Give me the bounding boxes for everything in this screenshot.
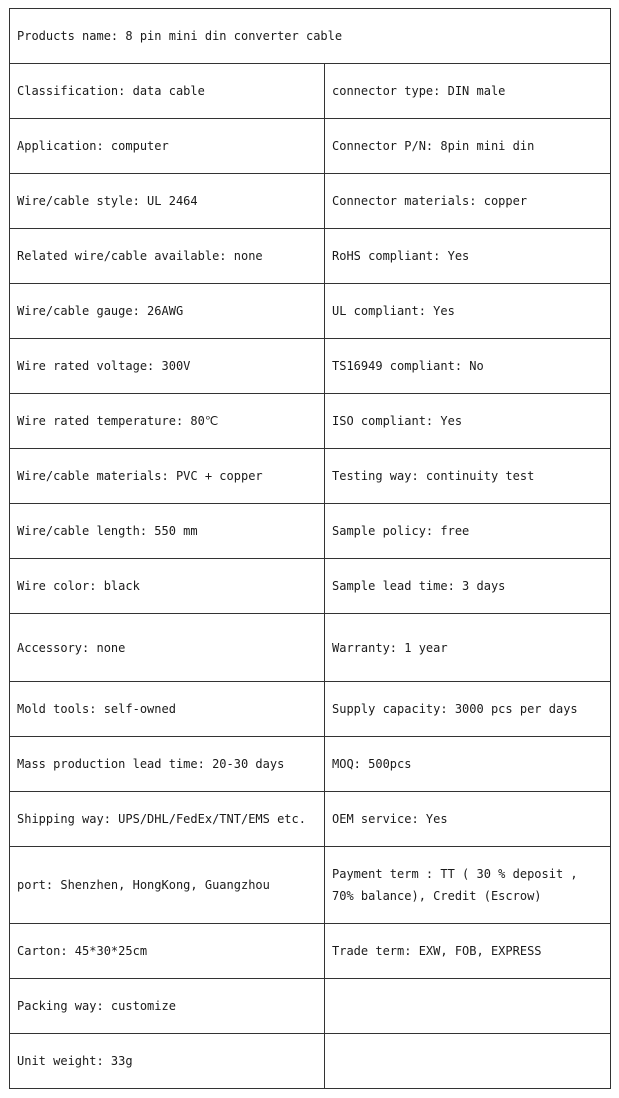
spec-cell-left: Application: computer bbox=[10, 119, 325, 174]
spec-cell-right: OEM service: Yes bbox=[325, 792, 611, 847]
spec-cell-left: Classification: data cable bbox=[10, 64, 325, 119]
table-row bbox=[10, 229, 611, 284]
spec-cell-right bbox=[325, 979, 611, 1034]
spec-cell-right: Connector materials: copper bbox=[325, 174, 611, 229]
table-row bbox=[10, 339, 611, 394]
table-row bbox=[10, 979, 611, 1034]
spec-cell-left: Accessory: none bbox=[10, 614, 325, 682]
table-row bbox=[10, 284, 611, 339]
spec-cell-left: Mold tools: self-owned bbox=[10, 682, 325, 737]
table-row bbox=[10, 449, 611, 504]
spec-cell-left: port: Shenzhen, HongKong, Guangzhou bbox=[10, 847, 325, 924]
spec-cell-left: Wire/cable materials: PVC + copper bbox=[10, 449, 325, 504]
spec-cell-left: Wire rated temperature: 80℃ bbox=[10, 394, 325, 449]
table-row bbox=[10, 559, 611, 614]
spec-cell-right: Payment term : TT ( 30 % deposit , 70% balance), Credit (Escrow) bbox=[325, 847, 611, 924]
table-row bbox=[10, 174, 611, 229]
table-row bbox=[10, 394, 611, 449]
spec-cell-left: Carton: 45*30*25cm bbox=[10, 924, 325, 979]
spec-cell-right: Connector P/N: 8pin mini din bbox=[325, 119, 611, 174]
spec-cell-right: Sample policy: free bbox=[325, 504, 611, 559]
spec-cell-left: Mass production lead time: 20-30 days bbox=[10, 737, 325, 792]
spec-cell-right: Supply capacity: 3000 pcs per days bbox=[325, 682, 611, 737]
spec-cell-left: Wire color: black bbox=[10, 559, 325, 614]
spec-table bbox=[9, 8, 611, 1089]
table-row bbox=[10, 64, 611, 119]
table-row bbox=[10, 119, 611, 174]
table-row-product-name bbox=[10, 9, 611, 64]
product-name-cell: Products name: 8 pin mini din converter cable bbox=[10, 9, 611, 64]
table-row bbox=[10, 1034, 611, 1089]
table-row bbox=[10, 847, 611, 924]
spec-cell-left: Packing way: customize bbox=[10, 979, 325, 1034]
spec-cell-right: ISO compliant: Yes bbox=[325, 394, 611, 449]
spec-cell-right: UL compliant: Yes bbox=[325, 284, 611, 339]
table-row bbox=[10, 737, 611, 792]
spec-cell-left: Wire rated voltage: 300V bbox=[10, 339, 325, 394]
spec-cell-left: Wire/cable gauge: 26AWG bbox=[10, 284, 325, 339]
spec-cell-left: Related wire/cable available: none bbox=[10, 229, 325, 284]
spec-cell-left: Wire/cable length: 550 mm bbox=[10, 504, 325, 559]
spec-cell-right: Warranty: 1 year bbox=[325, 614, 611, 682]
spec-cell-right: RoHS compliant: Yes bbox=[325, 229, 611, 284]
spec-cell-right bbox=[325, 1034, 611, 1089]
table-row bbox=[10, 614, 611, 682]
spec-cell-left: Wire/cable style: UL 2464 bbox=[10, 174, 325, 229]
spec-cell-right: Testing way: continuity test bbox=[325, 449, 611, 504]
spec-cell-left: Unit weight: 33g bbox=[10, 1034, 325, 1089]
spec-cell-right: MOQ: 500pcs bbox=[325, 737, 611, 792]
spec-cell-left: Shipping way: UPS/DHL/FedEx/TNT/EMS etc. bbox=[10, 792, 325, 847]
table-row bbox=[10, 924, 611, 979]
spec-cell-right: Trade term: EXW, FOB, EXPRESS bbox=[325, 924, 611, 979]
spec-cell-right: Sample lead time: 3 days bbox=[325, 559, 611, 614]
table-row bbox=[10, 792, 611, 847]
spec-cell-right: TS16949 compliant: No bbox=[325, 339, 611, 394]
table-row bbox=[10, 504, 611, 559]
spec-cell-right: connector type: DIN male bbox=[325, 64, 611, 119]
table-row bbox=[10, 682, 611, 737]
